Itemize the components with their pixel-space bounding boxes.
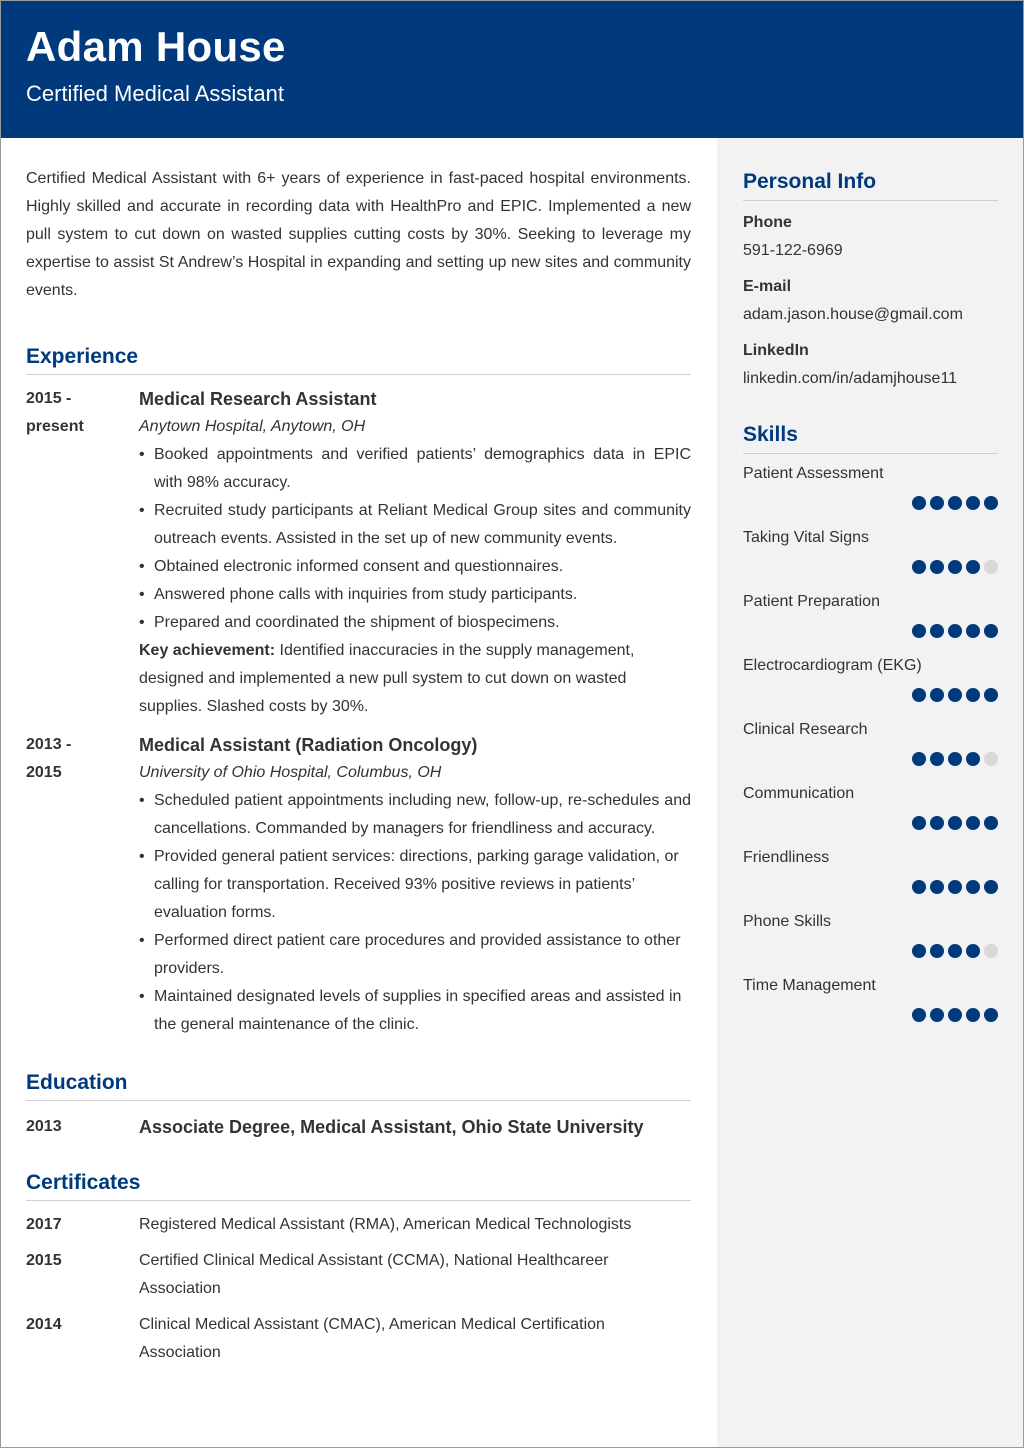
rating-dot-empty (984, 560, 998, 574)
linkedin-label: LinkedIn (743, 342, 809, 359)
duty-item: • Provided general patient services: directions, parking garage validation, or calling for transportation. Received 93% positive reviews in patients’ evaluation forms. (139, 843, 691, 927)
phone-value: 591-122-6969 (743, 242, 843, 259)
rating-dot-filled (930, 944, 944, 958)
rating-dot-filled (966, 880, 980, 894)
date-start: 2015 - (26, 390, 72, 407)
skill-name: Communication (743, 785, 855, 802)
rating-dot-filled (912, 1008, 926, 1022)
skill-item (743, 848, 998, 912)
certificate-item (26, 1211, 691, 1239)
education-heading: Education (26, 1071, 691, 1101)
skill-name: Friendliness (743, 849, 830, 866)
skill-name: Time Management (743, 977, 876, 994)
rating-dot-filled (966, 688, 980, 702)
certificate-item (26, 1311, 691, 1367)
skill-item (743, 464, 998, 528)
rating-dot-filled (948, 1008, 962, 1022)
rating-dot-filled (984, 880, 998, 894)
key-achievement (139, 637, 691, 721)
experience-item (26, 385, 691, 721)
rating-dot-filled (912, 816, 926, 830)
skill-item (743, 976, 998, 1040)
skill-item (743, 720, 998, 784)
skill-name: Patient Assessment (743, 465, 884, 482)
rating-dot-filled (930, 1008, 944, 1022)
education-degree: Associate Degree, Medical Assistant, Ohio State University (139, 1117, 644, 1137)
sidebar-content (743, 170, 998, 1040)
education-year: 2013 (26, 1118, 62, 1135)
rating-dot-filled (948, 496, 962, 510)
rating-dot-filled (984, 1008, 998, 1022)
skill-name: Patient Preparation (743, 593, 880, 610)
certificates-heading: Certificates (26, 1171, 691, 1201)
rating-dot-filled (930, 560, 944, 574)
rating-dot-filled (930, 752, 944, 766)
skill-rating (743, 688, 998, 702)
key-achievement-text: Identified inaccuracies in the supply management, designed and implemented a new pull system to cut down on wasted supplies. Slashed costs by 30%. (139, 642, 635, 715)
rating-dot-filled (984, 816, 998, 830)
skill-rating (743, 752, 998, 766)
skill-item (743, 528, 998, 592)
job-organization: University of Ohio Hospital, Columbus, OH (139, 764, 442, 781)
certificate-year: 2014 (26, 1316, 62, 1333)
certificate-text: Clinical Medical Assistant (CMAC), American Medical Certification Association (139, 1316, 605, 1361)
skill-rating (743, 880, 998, 894)
duty-item: • Scheduled patient appointments including new, follow-up, re-schedules and cancellations. Commanded by managers for friendliness and accuracy. (139, 787, 691, 843)
rating-dot-filled (912, 624, 926, 638)
duty-item: • Obtained electronic informed consent and questionnaires. (139, 553, 691, 581)
job-duties (139, 441, 691, 637)
rating-dot-filled (948, 944, 962, 958)
experience-dates (26, 385, 126, 441)
experience-dates (26, 731, 126, 787)
skill-name: Clinical Research (743, 721, 868, 738)
skill-rating (743, 1008, 998, 1022)
personal-info-heading: Personal Info (743, 170, 998, 201)
rating-dot-filled (948, 624, 962, 638)
rating-dot-filled (966, 752, 980, 766)
date-end: present (26, 418, 84, 435)
rating-dot-filled (966, 560, 980, 574)
linkedin-value: linkedin.com/in/adamjhouse11 (743, 370, 958, 387)
rating-dot-filled (912, 688, 926, 702)
rating-dot-filled (930, 816, 944, 830)
email-value: adam.jason.house@gmail.com (743, 306, 963, 323)
skill-name: Electrocardiogram (EKG) (743, 657, 922, 674)
resume-header (1, 1, 1023, 138)
duty-item: • Performed direct patient care procedures and provided assistance to other providers. (139, 927, 691, 983)
skill-name: Taking Vital Signs (743, 529, 869, 546)
date-end: 2015 (26, 764, 62, 781)
skill-rating (743, 560, 998, 574)
job-role: Medical Assistant (Radiation Oncology) (139, 735, 478, 755)
skill-name: Phone Skills (743, 913, 832, 930)
rating-dot-empty (984, 944, 998, 958)
candidate-title: Certified Medical Assistant (26, 81, 284, 106)
skill-item (743, 592, 998, 656)
rating-dot-filled (948, 816, 962, 830)
skills-list (743, 464, 998, 1040)
skill-rating (743, 624, 998, 638)
experience-item (26, 731, 691, 1039)
duty-item: • Maintained designated levels of supplies in specified areas and assisted in the general maintenance of the clinic. (139, 983, 691, 1039)
key-achievement-label: Key achievement: (139, 642, 276, 659)
email-label: E-mail (743, 278, 792, 295)
duty-item: • Prepared and coordinated the shipment of biospecimens. (139, 609, 691, 637)
certificate-text: Certified Clinical Medical Assistant (CCMA), National Healthcareer Association (139, 1252, 609, 1297)
rating-dot-filled (966, 816, 980, 830)
duty-item: • Booked appointments and verified patients’ demographics data in EPIC with 98% accuracy. (139, 441, 691, 497)
rating-dot-filled (948, 752, 962, 766)
rating-dot-filled (912, 880, 926, 894)
experience-body (139, 731, 691, 1039)
job-role: Medical Research Assistant (139, 389, 377, 409)
certificate-year: 2015 (26, 1252, 62, 1269)
rating-dot-filled (984, 496, 998, 510)
job-duties (139, 787, 691, 1039)
date-start: 2013 - (26, 736, 72, 753)
profile-summary: Certified Medical Assistant with 6+ years of experience in fast-paced hospital environments. Highly skilled and accurate in recording data with HealthPro and EPIC. Implemented a new pull system to cut down on wasted supplies cutting costs by 30%. Seeking to leverage my expertise to assist St Andrew’s Hospital in expanding and setting up new sites and community events. (26, 170, 691, 299)
candidate-name: Adam House (26, 23, 286, 70)
rating-dot-filled (930, 624, 944, 638)
experience-body (139, 385, 691, 721)
rating-dot-filled (912, 752, 926, 766)
rating-dot-filled (930, 496, 944, 510)
rating-dot-filled (930, 880, 944, 894)
rating-dot-filled (966, 1008, 980, 1022)
personal-info-list (743, 209, 998, 393)
education-item (26, 1113, 691, 1141)
skill-rating (743, 496, 998, 510)
skill-rating (743, 944, 998, 958)
rating-dot-filled (948, 880, 962, 894)
phone-label: Phone (743, 214, 792, 231)
rating-dot-filled (912, 944, 926, 958)
duty-item: • Recruited study participants at Reliant Medical Group sites and community outreach events. Assisted in the set up of new community events. (139, 497, 691, 553)
sidebar (717, 138, 1023, 1447)
skill-item (743, 912, 998, 976)
rating-dot-filled (966, 496, 980, 510)
skill-item (743, 656, 998, 720)
certificate-item (26, 1247, 691, 1303)
skill-item (743, 784, 998, 848)
certificate-year: 2017 (26, 1216, 62, 1233)
rating-dot-filled (948, 688, 962, 702)
rating-dot-filled (948, 560, 962, 574)
certificate-text: Registered Medical Assistant (RMA), American Medical Technologists (139, 1216, 632, 1233)
rating-dot-filled (966, 624, 980, 638)
duty-item: • Answered phone calls with inquiries from study participants. (139, 581, 691, 609)
skill-rating (743, 816, 998, 830)
rating-dot-filled (930, 688, 944, 702)
rating-dot-filled (984, 624, 998, 638)
rating-dot-filled (984, 688, 998, 702)
rating-dot-filled (912, 496, 926, 510)
experience-heading: Experience (26, 345, 691, 375)
rating-dot-empty (984, 752, 998, 766)
main-column (26, 165, 691, 1367)
rating-dot-filled (912, 560, 926, 574)
rating-dot-filled (966, 944, 980, 958)
skills-heading: Skills (743, 423, 998, 454)
job-organization: Anytown Hospital, Anytown, OH (139, 418, 366, 435)
